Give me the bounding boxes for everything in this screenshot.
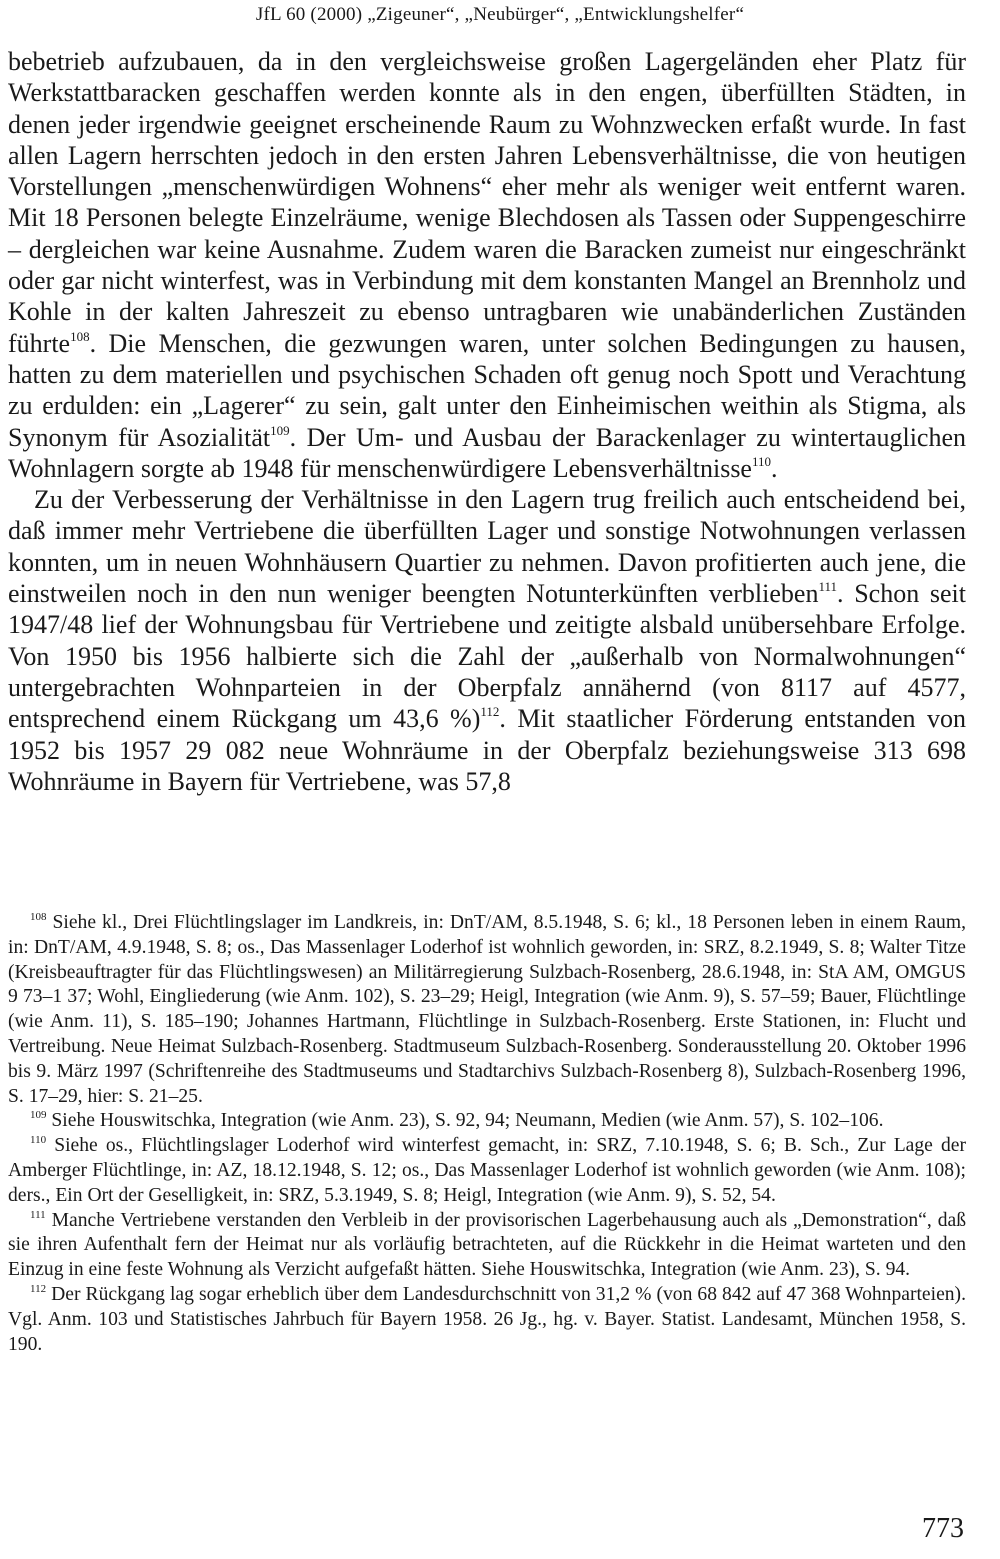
text-segment: . Der Um- und Ausbau der Barackenlager zu wintertauglichen Wohnlagern sorgte ab 1948 für menschenwürdigere Lebensverhältnisse [8,422,966,483]
paragraph-1 [8,46,966,484]
footnote-number: 110 [30,1134,47,1147]
text-segment: bebetrieb aufzubauen, da in den vergleichsweise großen Lagergeländen eher Platz für Werkstattbaracken geschaffen werden konnte als in den engen, überfüllten Städten, in denen jeder irgendwie geeignet erscheinende Raum zu Wohnzwecken erfaßt wurde. In fast allen Lagern herrschten jedoch in den ersten Jahren Lebensverhältnisse, die von heutigen Vorstellungen „menschenwürdigen Wohnens“ eher mehr als weniger weit entfernt waren. Mit 18 Personen belegte Einzelräume, wenige Blechdosen als Tassen oder Suppengeschirre – dergleichen war keine Ausnahme. Zudem waren die Baracken zumeist nur eingeschränkt oder gar nicht winterfest, was in Verbindung mit dem konstanten Mangel an Brennholz und Kohle in der kalten Jahreszeit zu ebenso untragbaren wie unabänderlichen Zuständen führte [8,47,966,358]
footnote-ref-109: 109 [270,422,290,438]
page-number: 773 [922,1513,964,1544]
footnote-text: Siehe kl., Drei Flüchtlingslager im Landkreis, in: DnT/AM, 8.5.1948, S. 6; kl., 18 Personen leben in einem Raum, in: DnT/AM, 4.9.1948, S. 8; os., Das Massenlager Loderhof ist wohnlich geworden, in: SRZ, 8.2.1949, S. 8; Walter Titze (Kreisbeauftragter für das Flüchtlingswesen) an Militärregierung Sulzbach-Rosenberg, 28.6.1948, in: StA AM, OMGUS 9 73–1 37; Wohl, Eingliederung (wie Anm. 102), S. 23–29; Heigl, Integration (wie Anm. 9), S. 57–59; Bauer, Flüchtlinge (wie Anm. 11), S. 185–190; Johannes Hartmann, Flüchtlinge in Sulzbach-Rosenberg. Erste Stationen, in: Flucht und Vertreibung. Neue Heimat Sulzbach-Rosenberg. Stadtmuseum Sulzbach-Rosenberg. Sonderausstellung 20. Oktober 1996 bis 9. März 1997 (Schriftenreihe des Stadtmuseums und Stadtarchivs Sulzbach-Rosenberg 8), Sulzbach-Rosenberg 1996, S. 17–29, hier: S. 21–25. [8,912,966,1107]
footnote-ref-110: 110 [751,453,772,469]
footnote-text: Siehe Houswitschka, Integration (wie Anm. 23), S. 92, 94; Neumann, Medien (wie Anm. 57), S. 102–106. [51,1110,884,1132]
footnote-ref-112: 112 [480,704,500,720]
paragraph-2 [8,484,966,797]
footnote [8,1209,966,1283]
footnote-number: 109 [30,1109,47,1122]
footnote-text: Siehe os., Flüchtlingslager Loderhof wird winterfest gemacht, in: SRZ, 7.10.1948, S. 6; B. Sch., Zur Lage der Amberger Flüchtlinge, in: AZ, 18.12.1948, S. 12; os., Das Massenlager Loderhof ist wohnlich geworden (wie Anm. 108); ders., Ein Ort der Geselligkeit, in: SRZ, 5.3.1949, S. 8; Heigl, Integration (wie Anm. 9), S. 52, 54. [8,1135,966,1206]
footnote [8,1109,966,1134]
footnote-number: 112 [30,1282,47,1295]
footnote-ref-111: 111 [818,579,837,595]
main-text [8,46,966,797]
footnote-number: 108 [30,911,47,923]
text-segment: . Mit staatlicher Förderung entstanden von 1952 bis 1957 29 082 neue Wohnräume in der Oberpfalz beziehungsweise 313 698 Wohnräume in Bayern für Vertriebene, was 57,8 [8,704,966,796]
footnote [8,1134,966,1208]
running-header: JfL 60 (2000) „Zigeuner“, „Neubürger“, „Entwicklungshelfer“ [255,4,745,25]
footnotes [8,911,966,1357]
footnote [8,911,966,1109]
text-segment: Zu der Verbesserung der Verhältnisse in den Lagern trug freilich auch entscheidend bei, daß immer mehr Vertriebene die überfüllten Lager und sonstige Notwohnungen verlassen konnten, um in neuen Wohnhäusern Quartier zu nehmen. Davon profitierten auch jene, die einstweilen noch in den nun weniger beengten Notunterkünften verblieben [8,485,966,609]
footnote-text: Manche Vertriebene verstanden den Verbleib in der provisorischen Lagerbehausung auch als „Demonstration“, daß sie ihren Aufenthalt fern der Heimat nur als vorläufig betrachteten, auf die Rückkehr in die Heimat warteten und den Einzug in eine feste Wohnung als Verzicht aufgefaßt hätten. Siehe Houswitschka, Integration (wie Anm. 23), S. 94. [8,1209,966,1281]
text-segment: . [771,453,778,483]
text-segment: . Die Menschen, die gezwungen waren, unter solchen Bedingungen zu hausen, hatten zu dem materiellen und psychischen Schaden oft genug noch Spott und Verachtung zu erdulden: ein „Lagerer“ zu sein, galt unter den Einheimischen weithin als Stigma, als Synonym für Asozialität [8,328,966,452]
footnote-ref-108: 108 [70,328,90,344]
text-segment: . Schon seit 1947/48 lief der Wohnungsbau für Vertriebene und zeitigte alsbald unübersehbare Erfolge. Von 1950 bis 1956 halbierte sich die Zahl der „außerhalb von Normalwohnungen“ untergebrachten Wohnparteien in der Oberpfalz annähernd (von 8117 auf 4577, entsprechend einem Rückgang um 43,6 %) [8,579,966,734]
footnote-number: 111 [30,1208,46,1221]
footnote-text: Der Rückgang lag sogar erheblich über dem Landesdurchschnitt von 31,2 % (von 68 842 auf 47 368 Wohnparteien). Vgl. Anm. 103 und Statistisches Jahrbuch für Bayern 1958. 26 Jg., hg. v. Bayer. Statist. Landesamt, München 1958, S. 190. [8,1283,966,1355]
footnote [8,1283,966,1357]
